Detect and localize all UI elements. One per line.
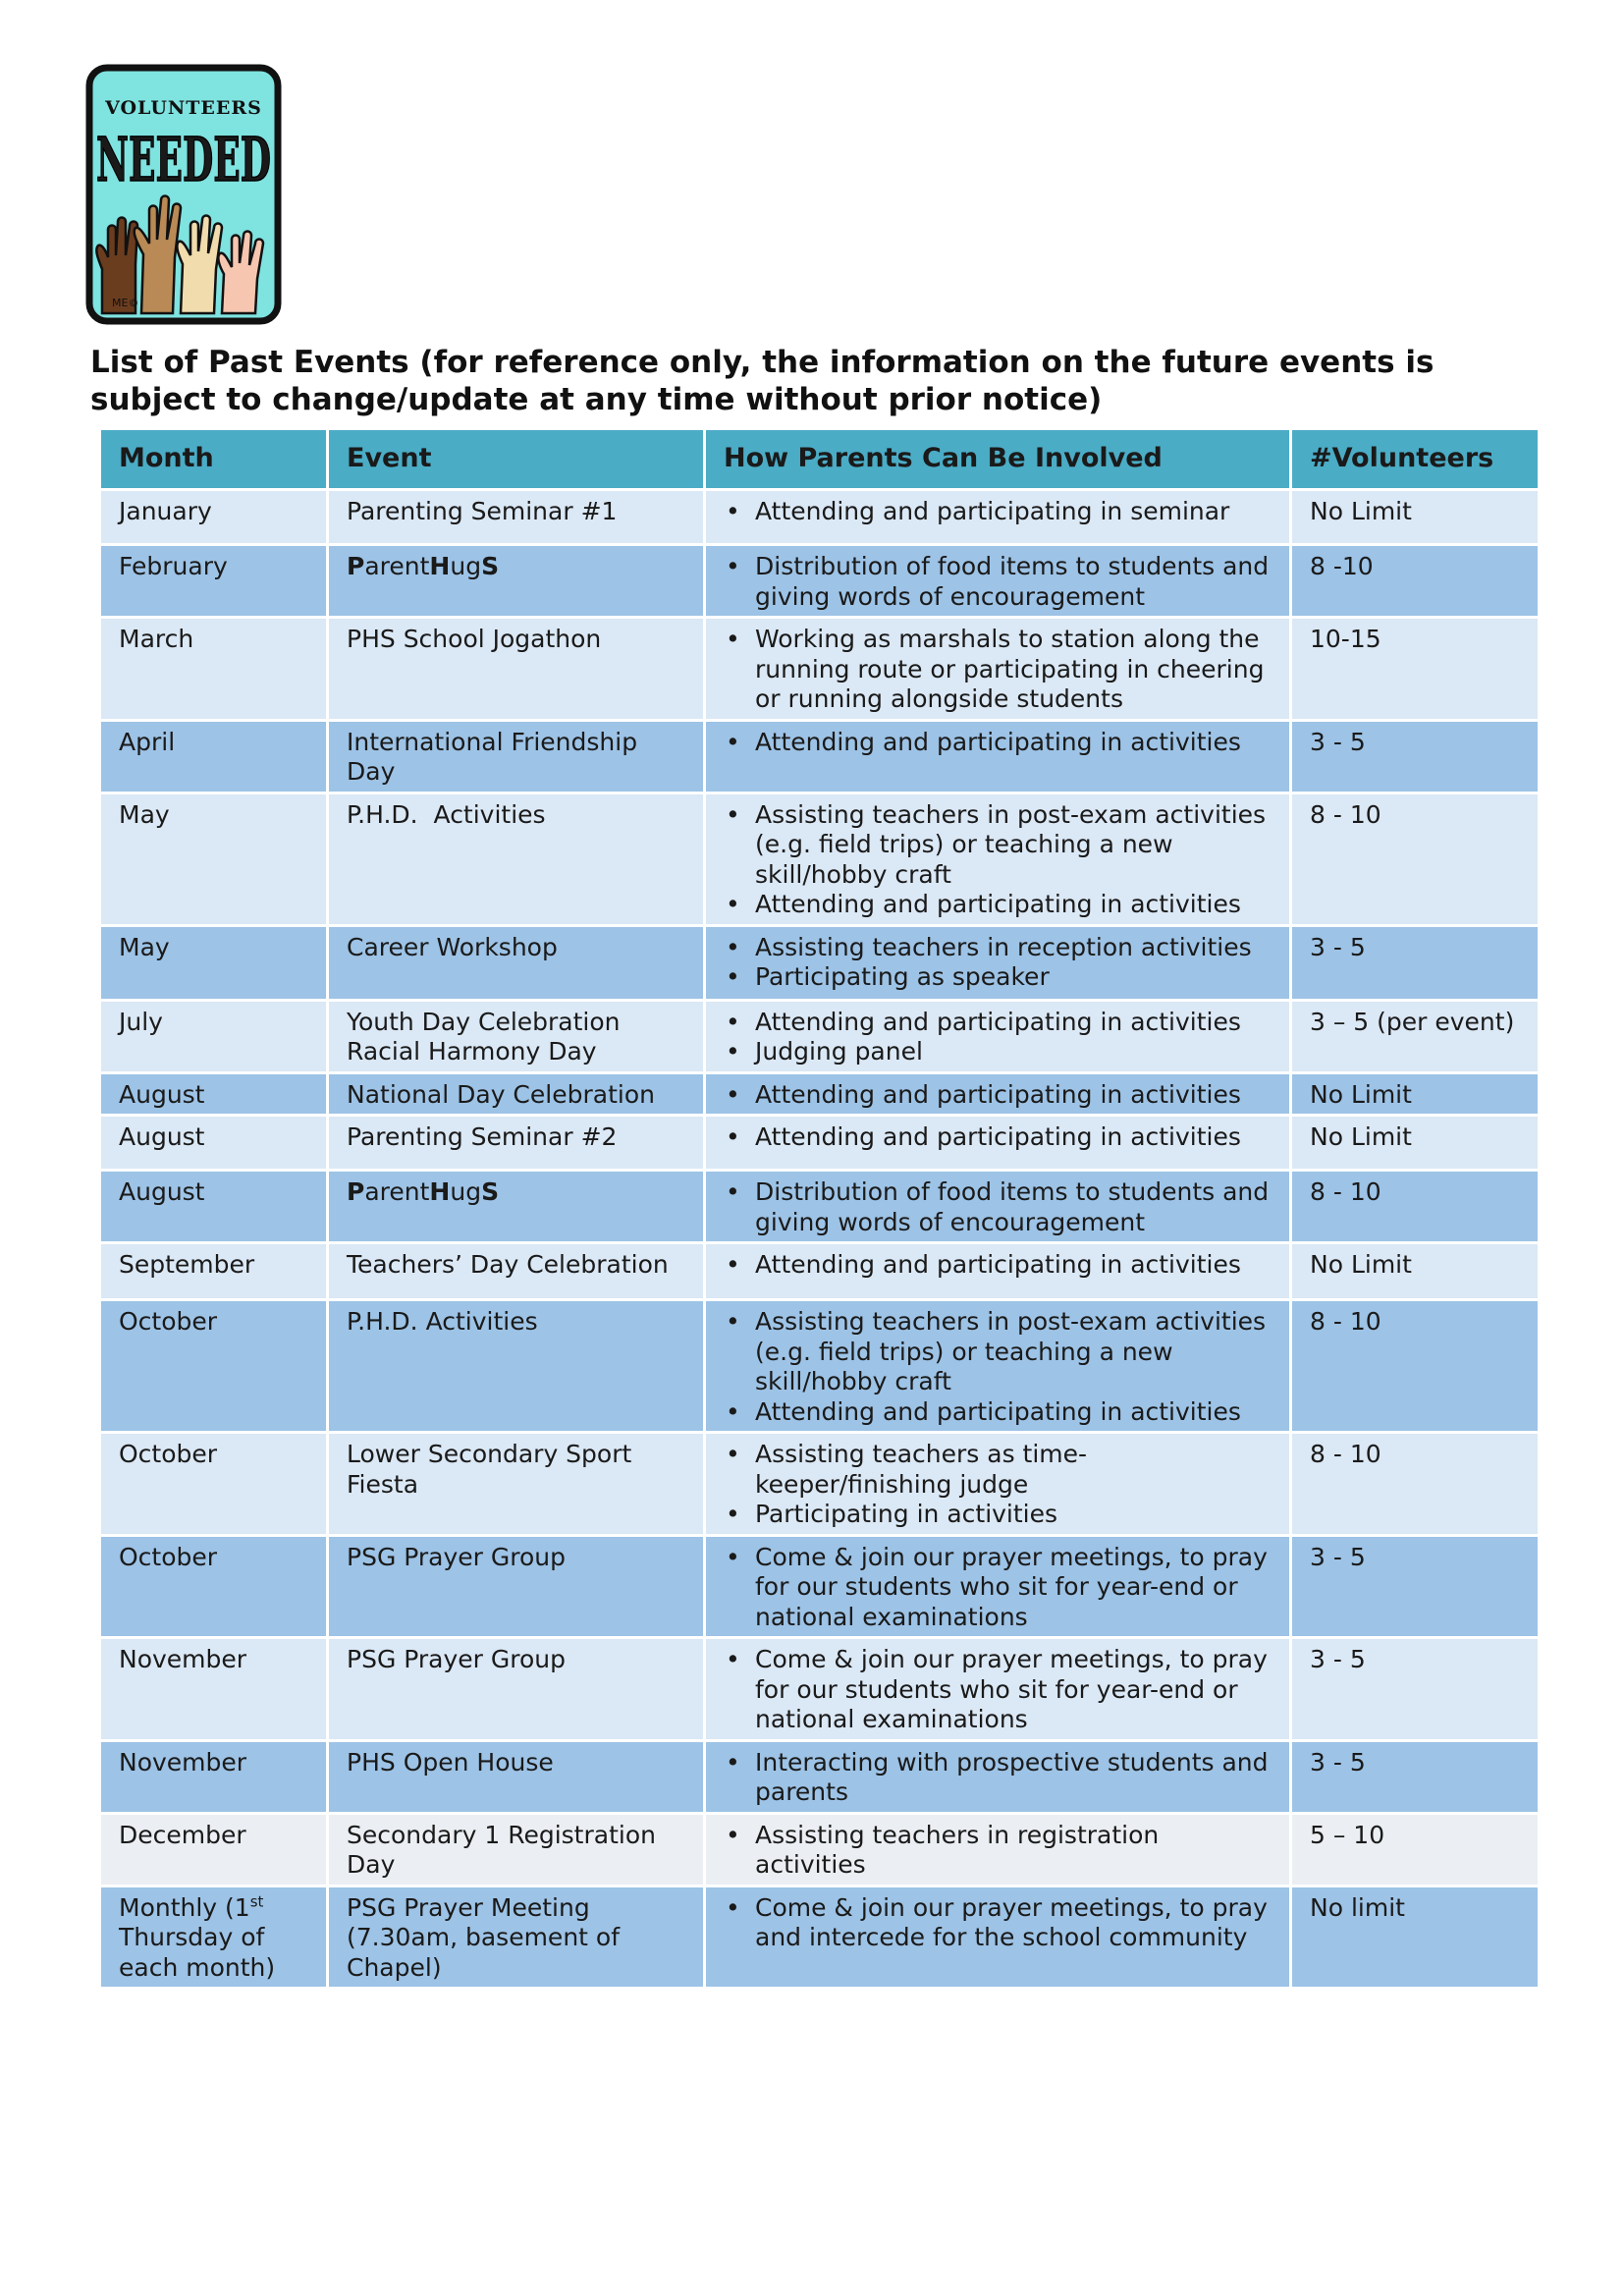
event-cell (328, 1886, 705, 1989)
volunteers-cell: 8 - 10 (1291, 1433, 1540, 1536)
event-text-part: S (481, 552, 500, 580)
event-line: Youth Day Celebration (347, 1007, 621, 1036)
month-cell: August (100, 1171, 328, 1243)
involvement-item: • Attending and participating in activities (724, 1080, 1272, 1111)
involvement-cell (705, 1740, 1291, 1813)
month-cell: August (100, 1116, 328, 1171)
event-cell: Career Workshop (328, 925, 705, 1000)
month-cell: September (100, 1243, 328, 1300)
month-cell: April (100, 720, 328, 793)
event-cell: Parenting Seminar #1 (328, 490, 705, 545)
month-cell: May (100, 925, 328, 1000)
event-text-part: S (481, 1177, 500, 1206)
involvement-item: • Attending and participating in activities (724, 728, 1272, 758)
involvement-cell (705, 1535, 1291, 1638)
table-row (100, 1072, 1540, 1116)
month-cell: February (100, 545, 328, 618)
month-superscript: st (249, 1892, 264, 1911)
involvement-cell (705, 925, 1291, 1000)
event-line: (7.30am, basement of Chapel) (347, 1923, 621, 1982)
involvement-item: • Assisting teachers in registration activities (724, 1821, 1272, 1881)
table-row (100, 545, 1540, 618)
involvement-item: • Assisting teachers as time-keeper/finishing judge (724, 1440, 1272, 1500)
event-cell (328, 1171, 705, 1243)
table-row (100, 1243, 1540, 1300)
event-cell: PSG Prayer Group (328, 1535, 705, 1638)
volunteers-cell: No Limit (1291, 1072, 1540, 1116)
month-cell: August (100, 1072, 328, 1116)
volunteers-cell: No Limit (1291, 1243, 1540, 1300)
volunteers-cell: 8 - 10 (1291, 793, 1540, 925)
table-row (100, 490, 1540, 545)
table-row (100, 1813, 1540, 1886)
involvement-item: • Come & join our prayer meetings, to pray for our students who sit for year-end or national examinations (724, 1645, 1272, 1735)
volunteers-cell: 3 – 5 (per event) (1291, 1000, 1540, 1072)
event-cell: Teachers’ Day Celebration (328, 1243, 705, 1300)
involvement-cell (705, 793, 1291, 925)
month-cell: May (100, 793, 328, 925)
volunteers-needed-logo (84, 63, 283, 326)
involvement-cell (705, 545, 1291, 618)
column-header-volunteers: #Volunteers (1291, 429, 1540, 490)
column-header-event: Event (328, 429, 705, 490)
volunteers-cell: 8 - 10 (1291, 1171, 1540, 1243)
month-cell: October (100, 1535, 328, 1638)
involvement-item: • Attending and participating in seminar (724, 497, 1272, 527)
involvement-cell (705, 490, 1291, 545)
table-row (100, 1000, 1540, 1072)
volunteers-cell: No Limit (1291, 1116, 1540, 1171)
event-cell: P.H.D. Activities (328, 793, 705, 925)
event-text-part: P (347, 1177, 365, 1206)
involvement-cell (705, 1638, 1291, 1741)
involvement-item: • Interacting with prospective students and parents (724, 1748, 1272, 1808)
event-cell: PHS Open House (328, 1740, 705, 1813)
month-cell: November (100, 1638, 328, 1741)
involvement-item: • Attending and participating in activities (724, 1122, 1272, 1153)
column-header-involvement: How Parents Can Be Involved (705, 429, 1291, 490)
event-text-part: ug (450, 552, 482, 580)
event-text-part: H (429, 552, 451, 580)
volunteers-cell: 5 – 10 (1291, 1813, 1540, 1886)
involvement-item: • Attending and participating in activities (724, 1008, 1272, 1038)
table-row (100, 1740, 1540, 1813)
event-text-part: P (347, 552, 365, 580)
table-row (100, 793, 1540, 925)
event-cell: International Friendship Day (328, 720, 705, 793)
logo-top-text: VOLUNTEERS (105, 97, 262, 119)
event-text-part: arent (364, 1177, 430, 1206)
logo-main-text: NEEDED (96, 124, 271, 195)
volunteers-cell: 3 - 5 (1291, 925, 1540, 1000)
month-cell: July (100, 1000, 328, 1072)
involvement-item: • Assisting teachers in post-exam activities (e.g. field trips) or teaching a new skill/hobby craft (724, 800, 1272, 891)
table-row (100, 925, 1540, 1000)
involvement-cell (705, 1171, 1291, 1243)
event-cell: PHS School Jogathon (328, 618, 705, 721)
involvement-cell (705, 1243, 1291, 1300)
involvement-cell (705, 1300, 1291, 1433)
table-row (100, 618, 1540, 721)
event-text-part: ug (450, 1177, 482, 1206)
event-cell (328, 545, 705, 618)
month-cell: November (100, 1740, 328, 1813)
table-row (100, 1886, 1540, 1989)
volunteers-cell: 10-15 (1291, 618, 1540, 721)
involvement-item: • Assisting teachers in post-exam activities (e.g. field trips) or teaching a new skill/hobby craft (724, 1307, 1272, 1397)
involvement-item: • Participating as speaker (724, 962, 1272, 993)
month-cell: October (100, 1300, 328, 1433)
table-row (100, 1638, 1540, 1741)
month-text-part: Thursday of each month) (119, 1923, 276, 1982)
table-row (100, 1116, 1540, 1171)
involvement-cell (705, 720, 1291, 793)
past-events-table (98, 427, 1541, 1990)
involvement-cell (705, 618, 1291, 721)
involvement-item: • Come & join our prayer meetings, to pray for our students who sit for year-end or national examinations (724, 1543, 1272, 1633)
volunteers-cell: 3 - 5 (1291, 1535, 1540, 1638)
involvement-item: • Attending and participating in activities (724, 1397, 1272, 1428)
event-line: Racial Harmony Day (347, 1037, 597, 1066)
volunteers-cell: 3 - 5 (1291, 1638, 1540, 1741)
table-row (100, 1171, 1540, 1243)
event-text-part: arent (364, 552, 430, 580)
involvement-cell (705, 1116, 1291, 1171)
event-cell: Parenting Seminar #2 (328, 1116, 705, 1171)
involvement-cell (705, 1886, 1291, 1989)
involvement-item: • Come & join our prayer meetings, to pray and intercede for the school community (724, 1893, 1272, 1953)
table-row (100, 1300, 1540, 1433)
involvement-cell (705, 1072, 1291, 1116)
involvement-item: • Judging panel (724, 1037, 1272, 1067)
table-row (100, 1535, 1540, 1638)
event-cell: P.H.D. Activities (328, 1300, 705, 1433)
month-cell: December (100, 1813, 328, 1886)
involvement-item: • Assisting teachers in reception activities (724, 933, 1272, 963)
involvement-cell (705, 1000, 1291, 1072)
page-heading: List of Past Events (for reference only, the information on the future events is subject to change/update at any time without prior notice) (90, 345, 1435, 417)
event-cell (328, 1000, 705, 1072)
event-line: PSG Prayer Meeting (347, 1892, 590, 1922)
involvement-cell (705, 1813, 1291, 1886)
month-cell: January (100, 490, 328, 545)
event-cell: National Day Celebration (328, 1072, 705, 1116)
month-cell: March (100, 618, 328, 721)
involvement-item: • Working as marshals to station along the running route or participating in cheering or running alongside students (724, 625, 1272, 715)
event-cell: PSG Prayer Group (328, 1638, 705, 1741)
involvement-cell (705, 1433, 1291, 1536)
volunteers-cell: No limit (1291, 1886, 1540, 1989)
month-cell (100, 1886, 328, 1989)
volunteers-cell: 3 - 5 (1291, 1740, 1540, 1813)
involvement-item: • Participating in activities (724, 1500, 1272, 1530)
logo-signature: ME© (112, 297, 139, 309)
table-row (100, 720, 1540, 793)
column-header-month: Month (100, 429, 328, 490)
involvement-item: • Distribution of food items to students and giving words of encouragement (724, 552, 1272, 612)
table-header-row (100, 429, 1540, 490)
month-cell: October (100, 1433, 328, 1536)
event-cell: Lower Secondary Sport Fiesta (328, 1433, 705, 1536)
event-cell: Secondary 1 Registration Day (328, 1813, 705, 1886)
event-text-part: H (429, 1177, 451, 1206)
volunteers-cell: No Limit (1291, 490, 1540, 545)
table-row (100, 1433, 1540, 1536)
involvement-item: • Attending and participating in activities (724, 1250, 1272, 1281)
volunteers-cell: 8 -10 (1291, 545, 1540, 618)
month-text-part: Monthly (1 (119, 1892, 250, 1922)
involvement-item: • Attending and participating in activities (724, 890, 1272, 920)
volunteers-cell: 8 - 10 (1291, 1300, 1540, 1433)
volunteers-cell: 3 - 5 (1291, 720, 1540, 793)
involvement-item: • Distribution of food items to students and giving words of encouragement (724, 1177, 1272, 1237)
